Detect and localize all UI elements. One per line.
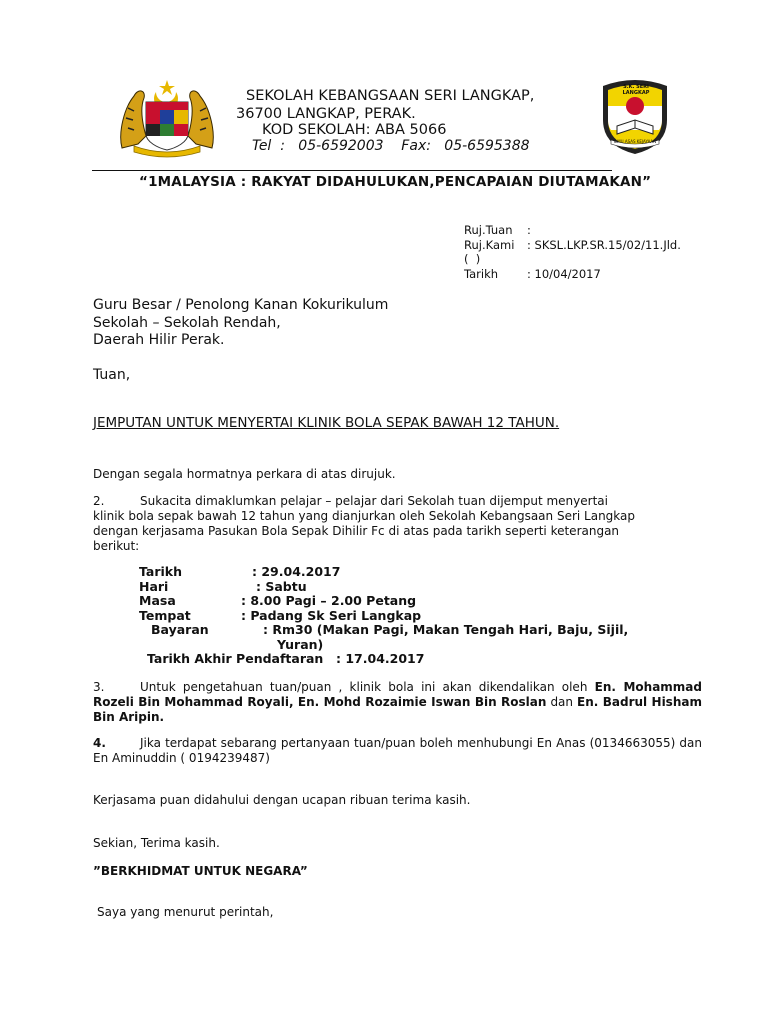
recipient-line: Sekolah – Sekolah Rendah, xyxy=(93,314,281,331)
detail-label: Tarikh Akhir Pendaftaran xyxy=(147,651,324,666)
detail-label: Bayaran xyxy=(151,622,209,637)
detail-value: : Rm30 (Makan Pagi, Makan Tengah Hari, Baju, Sijil, xyxy=(263,622,629,637)
organiser-names: En. Badrul Hisham Bin Aripin. xyxy=(93,695,702,724)
header-divider xyxy=(92,170,612,171)
signoff: Saya yang menurut perintah, xyxy=(97,905,274,919)
slogan: ”BERKHIDMAT UNTUK NEGARA” xyxy=(93,864,308,878)
paragraph-number: 4. xyxy=(93,736,106,750)
detail-value-cont: Yuran) xyxy=(277,636,324,652)
logo-arc-text: S.K. SERI LANGKAP xyxy=(622,84,650,96)
motto: “1MALAYSIA : RAKYAT DIDAHULUKAN,PENCAPAIAN DIUTAMAKAN” xyxy=(139,174,652,190)
conjunction: dan xyxy=(550,695,574,709)
recipient-address xyxy=(93,297,388,350)
paragraph-number: 3. xyxy=(93,680,105,694)
detail-label: Hari xyxy=(139,578,169,594)
school-address: 36700 LANGKAP, PERAK. xyxy=(236,106,416,122)
paragraph-4-text: Jika terdapat sebarang pertanyaan tuan/puan boleh menhubungi En Anas (0134663055) dan En Aminuddin ( 0194239487) xyxy=(93,736,702,765)
recipient-line: Daerah Hilir Perak. xyxy=(93,332,225,348)
salutation: Tuan, xyxy=(93,367,131,383)
tarikh-value: : 10/04/2017 xyxy=(527,266,601,281)
paragraph-3-intro: Untuk pengetahuan tuan/puan , klinik bola ini akan dikendalikan oleh xyxy=(140,680,588,694)
ruj-kami-cont: ( ) xyxy=(464,252,481,266)
sk-seri-langkap-logo-icon xyxy=(597,76,673,156)
paragraph-number: 2. xyxy=(93,494,105,508)
letter-subject: JEMPUTAN UNTUK MENYERTAI KLINIK BOLA SEPAK BAWAH 12 TAHUN. xyxy=(93,415,560,431)
detail-value: : 8.00 Pagi – 2.00 Petang xyxy=(241,593,417,608)
paragraph-3 xyxy=(93,680,702,725)
school-name: SEKOLAH KEBANGSAAN SERI LANGKAP, xyxy=(246,88,535,104)
paragraph-1: Dengan segala hormatnya perkara di atas dirujuk. xyxy=(93,467,396,481)
detail-label: Masa xyxy=(139,593,176,608)
detail-label: Tarikh xyxy=(139,564,183,579)
ruj-tuan-label: Ruj.Tuan xyxy=(464,223,513,237)
school-code: KOD SEKOLAH: ABA 5066 xyxy=(262,122,447,138)
recipient-line: Guru Besar / Penolong Kanan Kokurikulum xyxy=(93,297,389,313)
detail-value: : Sabtu xyxy=(256,578,307,594)
ruj-kami-value: : SKSL.LKP.SR.15/02/11.Jld. xyxy=(527,237,681,252)
detail-value: : 17.04.2017 xyxy=(336,651,425,666)
contact-numbers: Tel : 05-6592003 Fax: 05-6595388 xyxy=(252,138,530,154)
malaysia-coat-of-arms-icon xyxy=(116,78,218,158)
ruj-tuan-value: : xyxy=(527,223,531,237)
reference-block xyxy=(464,223,724,281)
paragraph-4 xyxy=(93,736,702,766)
paragraph-2 xyxy=(93,494,639,554)
tarikh-label: Tarikh xyxy=(464,266,499,281)
paragraph-2-text: Sukacita dimaklumkan pelajar – pelajar dari Sekolah tuan dijemput menyertai klinik bola sepak bawah 12 tahun yang dianjurkan oleh Sekolah Kebangsaan Seri Langkap dengan kerjasama Pasukan Bola Sepak Dihilir Fc di atas pada tarikh seperti keterangan berikut: xyxy=(93,494,635,553)
logo-ribbon-text: ILMU ASAS KEJAYAAN xyxy=(613,139,657,144)
closing: Sekian, Terima kasih. xyxy=(93,836,220,850)
ruj-kami-label: Ruj.Kami xyxy=(464,237,515,252)
paragraph-5: Kerjasama puan didahului dengan ucapan ribuan terima kasih. xyxy=(93,793,471,807)
detail-value: : Padang Sk Seri Langkap xyxy=(241,607,422,623)
detail-label: Tempat xyxy=(139,607,191,623)
detail-value: : 29.04.2017 xyxy=(252,564,341,579)
organiser-names: En. Mohammad Rozeli Bin Mohammad Royali, En. Mohd Rozaimie Iswan Bin Roslan xyxy=(93,680,702,709)
